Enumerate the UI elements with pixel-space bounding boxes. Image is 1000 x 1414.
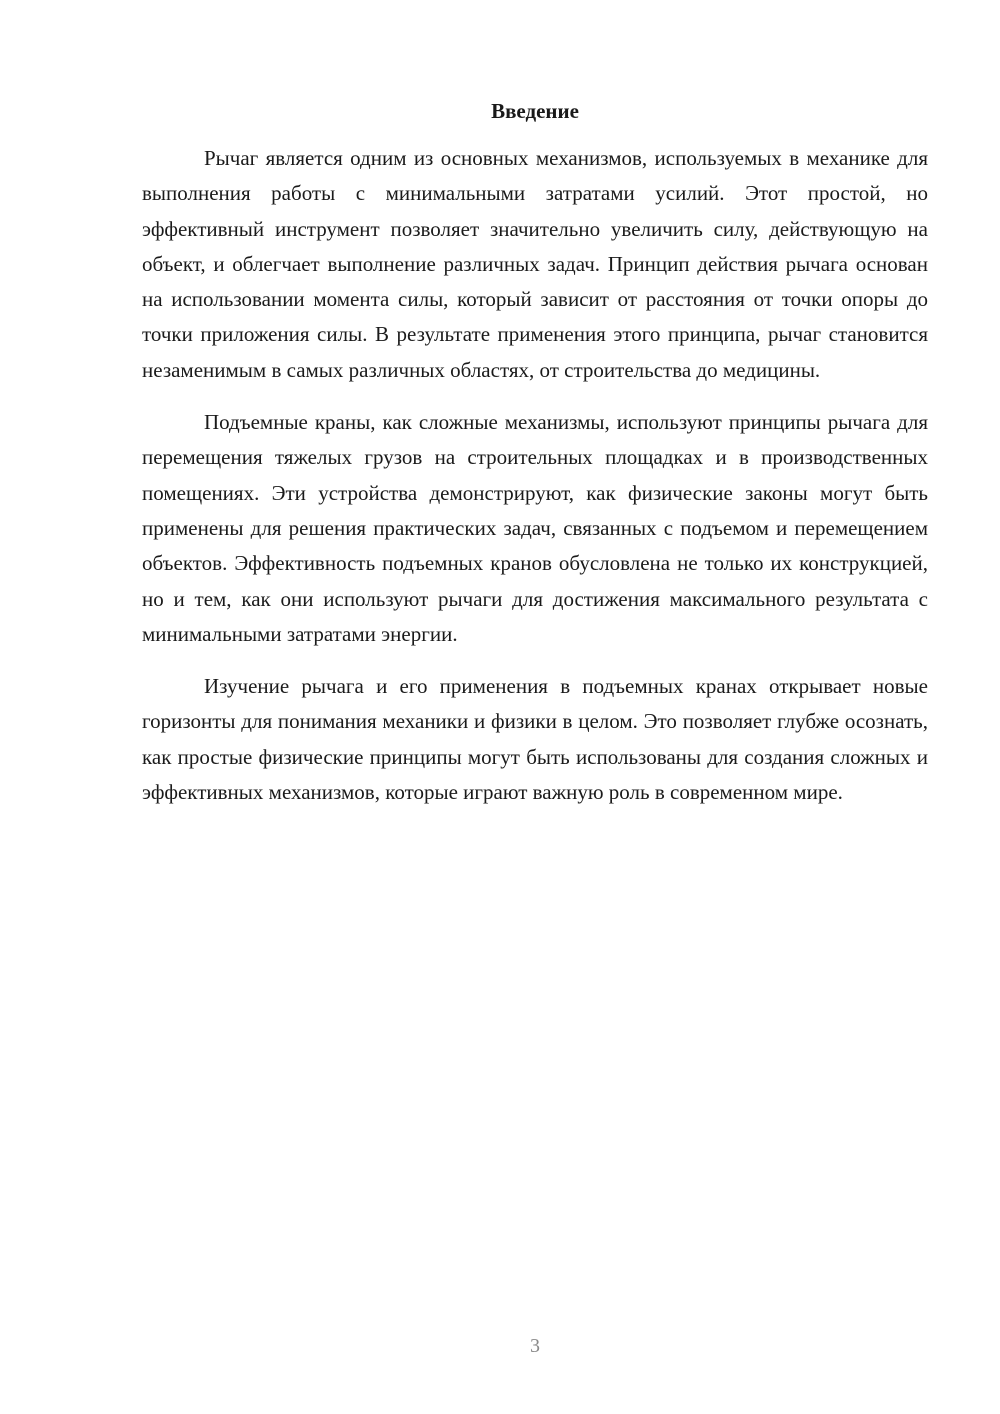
paragraph-2: Подъемные краны, как сложные механизмы, используют принципы рычага для перемещения тяжелых грузов на строительных площадках и в производственных помещениях. Эти устройства демонстрируют, как физические законы могут быть применены для решения практических задач, связанных с подъемом и перемещением объектов. Эффективность подъемных кранов обусловлена не только их конструкцией, но и тем, как они используют рычаги для достижения максимального результата с минимальными затратами энергии. bbox=[142, 410, 928, 646]
document-body bbox=[142, 141, 928, 827]
paragraph-1: Рычаг является одним из основных механизмов, используемых в механике для выполнения работы с минимальными затратами усилий. Этот простой, но эффективный инструмент позволяет значительно увеличить силу, действующую на объект, и облегчает выполнение различных задач. Принцип действия рычага основан на использовании момента силы, который зависит от расстояния от точки опоры до точки приложения силы. В результате применения этого принципа, рычаг становится незаменимым в самых различных областях, от строительства до медицины. bbox=[142, 146, 928, 382]
paragraph-3: Изучение рычага и его применения в подъемных кранах открывает новые горизонты для понимания механики и физики в целом. Это позволяет глубже осознать, как простые физические принципы могут быть использованы для создания сложных и эффективных механизмов, которые играют важную роль в современном мире. bbox=[142, 674, 928, 805]
page-number: 3 bbox=[530, 1335, 540, 1357]
page-title: Введение bbox=[491, 99, 579, 123]
